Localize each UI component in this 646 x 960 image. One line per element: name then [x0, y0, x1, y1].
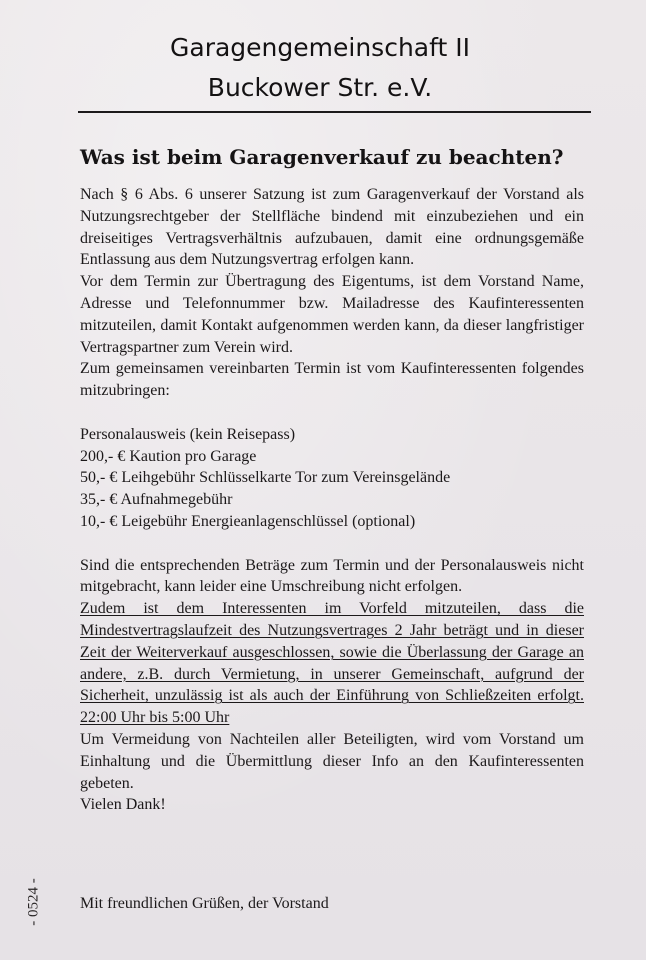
paragraph-contact-info: Vor dem Termin zur Übertragung des Eigentums, ist dem Vorstand Name, Adresse und Telefonnummer bzw. Mailadresse des Kaufinteressenten mitzuteilen, damit Kontakt aufgenommen werden kann, da dieser langfristiger Vertragspartner zum Verein wird. [80, 273, 584, 356]
document-body [80, 184, 584, 816]
list-item: 35,- € Aufnahmegebühr [80, 491, 233, 509]
items-list [80, 424, 584, 533]
paragraph-satzung: Nach § 6 Abs. 6 unserer Satzung ist zum Garagenverkauf der Vorstand als Nutzungsrechtgeber der Stellfläche bindend mit einzubeziehen und ein dreiseitiges Vertragsverhältnis aufzubauen, damit eine ordnungsgemäße Entlassung aus dem Nutzungsvertrag erfolgen kann. [80, 186, 584, 269]
paragraph-no-transfer: Sind die entsprechenden Beträge zum Termin und der Personalausweis nicht mitgebracht, kann leider eine Umschreibung nicht erfolgen. [80, 556, 584, 596]
list-item: 50,- € Leihgebühr Schlüsselkarte Tor zum Vereinsgelände [80, 469, 451, 487]
paragraph-compliance: Um Vermeidung von Nachteilen aller Beteiligten, wird vom Vorstand um Einhaltung und die Übermittlung dieser Info an den Kaufinteressenten gebeten. [80, 730, 584, 792]
list-item: Personalausweis (kein Reisepass) [80, 425, 296, 443]
header [100, 28, 540, 108]
paragraph-thanks: Vielen Dank! [80, 796, 166, 814]
spacer [80, 402, 584, 424]
list-item: 10,- € Leigebühr Energieanlagenschlüssel (optional) [80, 512, 416, 530]
header-divider [78, 111, 591, 113]
closing-signature: Mit freundlichen Grüßen, der Vorstand [80, 895, 329, 912]
list-item: 200,- € Kaution pro Garage [80, 447, 257, 465]
spacer [80, 533, 584, 555]
paragraph-minimum-term: Zudem ist dem Interessenten im Vorfeld mitzuteilen, dass die Mindestvertragslaufzeit des Nutzungsvertrages 2 Jahr beträgt und in dieser Zeit der Weiterverkauf ausgeschlossen, sowie die Überlassung der Garage an andere, z.B. durch Vermietung, in unserer Gemeinschaft, aufgrund der Sicherheit, unzulässig ist als auch der Einführung von Schließzeiten erfolgt. 22:00 Uhr bis 5:00 Uhr [80, 600, 584, 727]
header-subtitle: Buckower Str. e.V. [207, 73, 433, 102]
document-code: - 0524 - [25, 878, 42, 926]
header-title: Garagengemeinschaft II [170, 33, 470, 62]
page-title: Was ist beim Garagenverkauf zu beachten? [80, 145, 564, 169]
paragraph-bring-items: Zum gemeinsamen vereinbarten Termin ist vom Kaufinteressenten folgendes mitzubringen: [80, 360, 584, 400]
